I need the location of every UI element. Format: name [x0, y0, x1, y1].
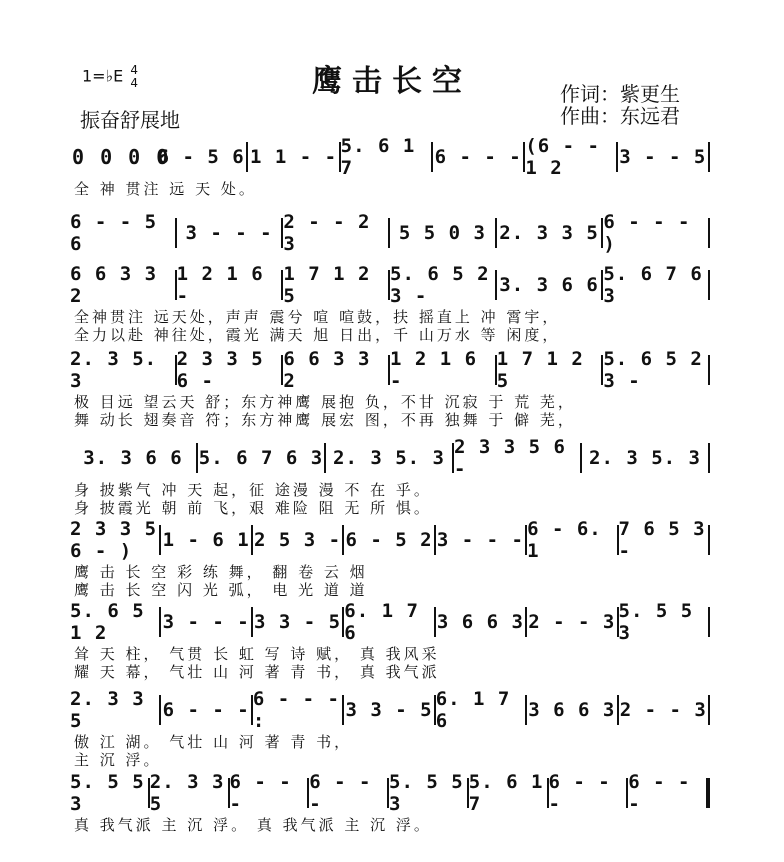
measure: 1 2 1 6 -: [390, 355, 497, 385]
measure: 2. 3 3 5: [70, 695, 161, 725]
measure: 6 - - -: [433, 142, 525, 172]
measure: 6 - - -: [309, 778, 389, 808]
notation-system: [70, 688, 710, 732]
measure: 5. 5 5 3: [389, 778, 469, 808]
measure: 6 - - - :: [253, 695, 344, 725]
lyric-line: 鹰 击 长 空 闪 光 弧， 电 光 道 道: [74, 581, 368, 599]
measure: 2 5 3 -: [253, 525, 344, 555]
lyric-line: 耀 天 幕， 气壮 山 河 著 青 书， 真 我气派: [74, 663, 440, 681]
measure: (6 - - 1 2: [525, 142, 617, 172]
lyric-line: 全力以赴 神往处，霞光 满天 旭 日出，千 山万水 等 闲度，: [74, 326, 561, 344]
notation-system: [70, 600, 710, 644]
measure: 6 - - - ): [603, 218, 710, 248]
measure: 6 - 5 6: [156, 142, 248, 172]
measure: 3. 3 6 6: [497, 270, 604, 300]
lyric-line: 极 目远 望云天 舒；东方神鹰 展抱 负，不甘 沉寂 于 荒 芜，: [74, 393, 576, 411]
measure: 5. 6 7 6 3: [198, 443, 326, 473]
measure: 2. 3 5. 3: [582, 443, 710, 473]
tempo-mood: 振奋舒展地: [80, 108, 180, 132]
key-label: 1=♭E: [82, 66, 124, 86]
lyric-line: 鹰 击 长 空 彩 练 舞， 翻 卷 云 烟: [74, 563, 368, 581]
measure: 1 - 6 1: [161, 525, 252, 555]
measure: 2 3 3 5 6 -: [177, 355, 284, 385]
notation-system: [70, 771, 710, 815]
measure: 5. 6 7 6 3: [603, 270, 710, 300]
measure: 2 - - 3: [619, 695, 710, 725]
measure: 6. 1 7 6: [436, 695, 527, 725]
time-signature: [130, 64, 138, 90]
measure: 6 - - -: [628, 778, 710, 808]
measure: 2 - - 2 3: [283, 218, 390, 248]
measure: 6 - - -: [161, 695, 252, 725]
lyric-line: 主 沉 浮。: [74, 751, 162, 769]
measure: 3 3 - 5: [344, 695, 435, 725]
key-signature: [82, 64, 138, 90]
measure: 5. 6 5 2 3 -: [603, 355, 710, 385]
measure: 7 6 5 3 -: [619, 525, 710, 555]
notation-system: [70, 518, 710, 562]
measure: 3 3 - 5: [253, 607, 344, 637]
measure: 3 - - 5: [618, 142, 710, 172]
lyric-line: 舞 动长 翅奏音 符；东方神鹰 展宏 图，不再 独舞 于 僻 芜，: [74, 411, 576, 429]
measure: 1 7 1 2 5: [283, 270, 390, 300]
measure: 5. 6 5 2 3 -: [390, 270, 497, 300]
measure: 6 - 5 2: [344, 525, 435, 555]
lyric-line: 全 神 贯注 远 天 处。: [74, 180, 257, 198]
measure: 5. 5 5 3: [70, 778, 150, 808]
measure: 5 5 0 3: [390, 218, 497, 248]
notation-system: [156, 135, 710, 179]
measure: 2. 3 5. 3: [326, 443, 454, 473]
measure: 2 - - 3: [527, 607, 618, 637]
measure: 2 3 3 5 6 - ): [70, 525, 161, 555]
measure: 5. 6 5 1 2: [70, 607, 161, 637]
notation-system: [70, 348, 710, 392]
measure: 2. 3 3 5: [497, 218, 604, 248]
measure: 6 - - 5 6: [70, 218, 177, 248]
lyricist: 作词：紫更生: [560, 82, 680, 106]
song-title: 鹰击长空: [312, 64, 472, 99]
measure: 6 - 6. 1: [527, 525, 618, 555]
measure: 6 - - -: [230, 778, 310, 808]
measure: 6 - - -: [549, 778, 629, 808]
time-top: 4: [130, 63, 138, 77]
measure: 5. 5 5 3: [619, 607, 710, 637]
measure: 2. 3 3 5: [150, 778, 230, 808]
lyric-line: 身 披霞光 朝 前 飞，艰 难险 阻 无 所 惧。: [74, 499, 432, 517]
measure: 1 7 1 2 5: [497, 355, 604, 385]
notation-system: [70, 263, 710, 307]
notation-system: [70, 211, 710, 255]
pickup-rest: 0 0 0 0: [72, 145, 171, 169]
measure: 6. 1 7 6: [344, 607, 435, 637]
measure: 3 - - -: [436, 525, 527, 555]
measure: 3 6 6 3: [436, 607, 527, 637]
measure: 3 - - -: [161, 607, 252, 637]
measure: 2. 3 5. 3: [70, 355, 177, 385]
measure: 5. 6 1 7: [469, 778, 549, 808]
lyric-line: 身 披紫气 冲 天 起，征 途漫 漫 不 在 乎。: [74, 481, 432, 499]
lyric-line: 耸 天 柱， 气贯 长 虹 写 诗 赋， 真 我风采: [74, 645, 440, 663]
measure: 1 2 1 6 -: [177, 270, 284, 300]
measure: 1 1 - -: [248, 142, 340, 172]
measure: 5. 6 1 7: [341, 142, 433, 172]
measure: 3 6 6 3: [527, 695, 618, 725]
measure: 6 6 3 3 2: [283, 355, 390, 385]
lyric-line: 真 我气派 主 沉 浮。 真 我气派 主 沉 浮。: [74, 816, 432, 834]
measure: 2 3 3 5 6 -: [454, 443, 582, 473]
composer: 作曲：东远君: [560, 104, 680, 128]
measure: 3. 3 6 6: [70, 443, 198, 473]
measure: 6 6 3 3 2: [70, 270, 177, 300]
measure: 3 - - -: [177, 218, 284, 248]
notation-system: [70, 436, 710, 480]
lyric-line: 傲 江 湖。 气壮 山 河 著 青 书，: [74, 733, 353, 751]
time-bottom: 4: [130, 76, 138, 90]
lyric-line: 全神贯注 远天处，声声 震兮 喧 喧鼓，扶 摇直上 冲 霄宇，: [74, 308, 561, 326]
